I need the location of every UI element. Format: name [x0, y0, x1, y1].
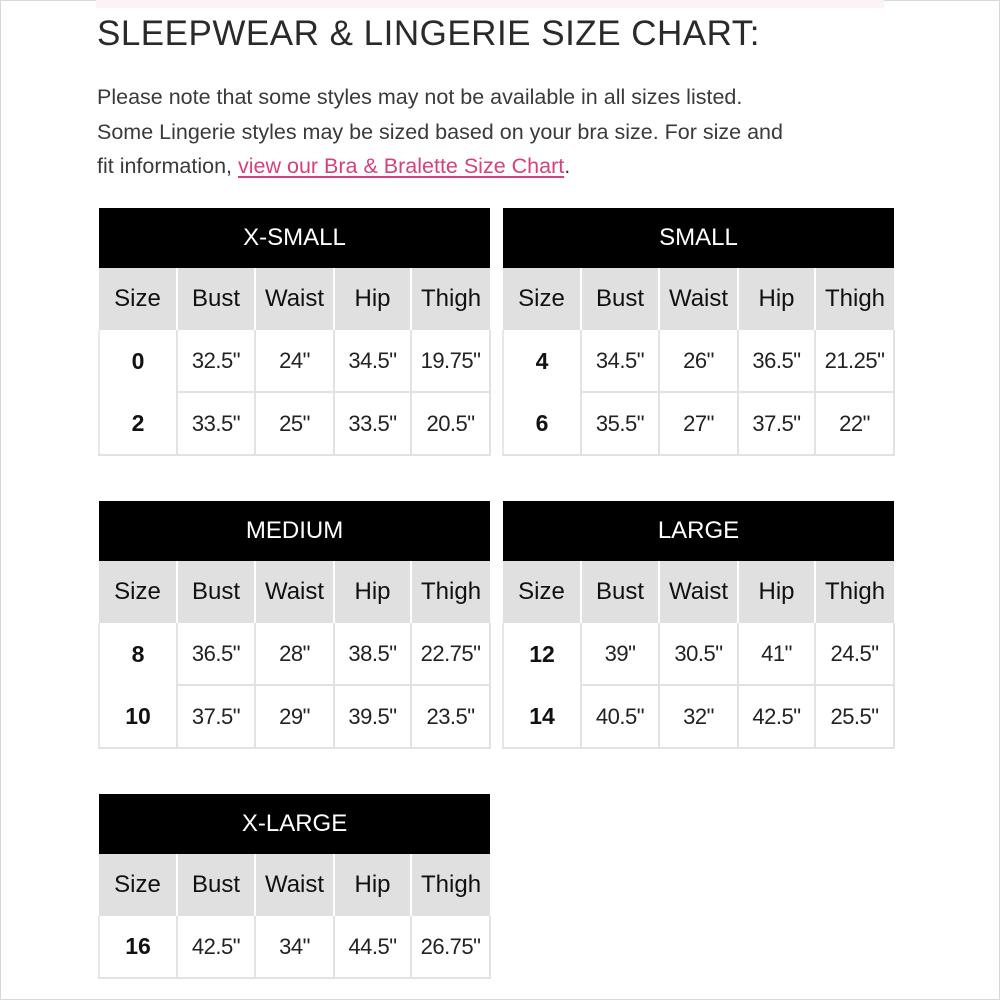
size-value: 8	[99, 623, 177, 685]
top-strip	[96, 0, 884, 8]
thigh-value: 19.75"	[411, 330, 490, 392]
col-header-waist: Waist	[659, 268, 738, 330]
size-table-small	[502, 208, 895, 456]
table-row	[99, 330, 490, 392]
col-header-thigh: Thigh	[411, 561, 490, 623]
thigh-value: 22"	[815, 392, 894, 455]
col-header-size: Size	[99, 268, 177, 330]
table-row	[99, 916, 490, 978]
table-row	[503, 685, 894, 748]
size-table-large	[502, 501, 895, 749]
note-line-2: Some Lingerie styles may be sized based on your bra size. For size and	[97, 119, 783, 144]
col-header-waist: Waist	[255, 854, 334, 916]
col-header-thigh: Thigh	[411, 268, 490, 330]
thigh-value: 25.5"	[815, 685, 894, 748]
waist-value: 29"	[255, 685, 334, 748]
col-header-size: Size	[503, 268, 581, 330]
size-value: 0	[99, 330, 177, 392]
page-title: SLEEPWEAR & LINGERIE SIZE CHART:	[97, 14, 761, 53]
col-header-size: Size	[99, 854, 177, 916]
group-header: X-LARGE	[99, 794, 490, 854]
col-header-thigh: Thigh	[411, 854, 490, 916]
size-value: 12	[503, 623, 581, 685]
col-header-bust: Bust	[581, 268, 659, 330]
size-value: 2	[99, 392, 177, 455]
col-header-bust: Bust	[177, 854, 255, 916]
thigh-value: 20.5"	[411, 392, 490, 455]
hip-value: 37.5"	[738, 392, 815, 455]
bust-value: 39"	[581, 623, 659, 685]
waist-value: 26"	[659, 330, 738, 392]
hip-value: 38.5"	[334, 623, 411, 685]
size-note	[97, 80, 897, 184]
bust-value: 34.5"	[581, 330, 659, 392]
col-header-bust: Bust	[177, 268, 255, 330]
col-header-size: Size	[503, 561, 581, 623]
group-header: SMALL	[503, 208, 894, 268]
hip-value: 44.5"	[334, 916, 411, 978]
note-line-3-prefix: fit information,	[97, 154, 238, 178]
bust-value: 35.5"	[581, 392, 659, 455]
bust-value: 42.5"	[177, 916, 255, 978]
bust-value: 33.5"	[177, 392, 255, 455]
bust-value: 40.5"	[581, 685, 659, 748]
table-row	[99, 623, 490, 685]
col-header-bust: Bust	[581, 561, 659, 623]
table-row	[503, 392, 894, 455]
bra-size-chart-link[interactable]: view our Bra & Bralette Size Chart	[238, 154, 565, 178]
size-value: 14	[503, 685, 581, 748]
col-header-hip: Hip	[334, 268, 411, 330]
col-header-bust: Bust	[177, 561, 255, 623]
waist-value: 27"	[659, 392, 738, 455]
thigh-value: 22.75"	[411, 623, 490, 685]
col-header-size: Size	[99, 561, 177, 623]
waist-value: 34"	[255, 916, 334, 978]
hip-value: 33.5"	[334, 392, 411, 455]
thigh-value: 26.75"	[411, 916, 490, 978]
col-header-hip: Hip	[738, 268, 815, 330]
table-row	[99, 685, 490, 748]
col-header-thigh: Thigh	[815, 561, 894, 623]
size-value: 4	[503, 330, 581, 392]
group-header: X-SMALL	[99, 208, 490, 268]
note-line-1: Please note that some styles may not be available in all sizes listed.	[97, 85, 743, 109]
waist-value: 25"	[255, 392, 334, 455]
col-header-hip: Hip	[334, 854, 411, 916]
size-table-x-small	[98, 208, 491, 456]
waist-value: 32"	[659, 685, 738, 748]
hip-value: 42.5"	[738, 685, 815, 748]
size-value: 10	[99, 685, 177, 748]
bust-value: 32.5"	[177, 330, 255, 392]
hip-value: 41"	[738, 623, 815, 685]
bust-value: 37.5"	[177, 685, 255, 748]
waist-value: 28"	[255, 623, 334, 685]
table-row	[503, 623, 894, 685]
hip-value: 36.5"	[738, 330, 815, 392]
table-row	[99, 392, 490, 455]
col-header-waist: Waist	[255, 561, 334, 623]
waist-value: 30.5"	[659, 623, 738, 685]
size-table-x-large	[98, 794, 491, 979]
group-header: LARGE	[503, 501, 894, 561]
size-table-medium	[98, 501, 491, 749]
hip-value: 34.5"	[334, 330, 411, 392]
col-header-thigh: Thigh	[815, 268, 894, 330]
table-row	[503, 330, 894, 392]
size-value: 16	[99, 916, 177, 978]
bust-value: 36.5"	[177, 623, 255, 685]
col-header-waist: Waist	[659, 561, 738, 623]
group-header: MEDIUM	[99, 501, 490, 561]
note-line-3-suffix: .	[564, 154, 571, 178]
col-header-waist: Waist	[255, 268, 334, 330]
size-value: 6	[503, 392, 581, 455]
hip-value: 39.5"	[334, 685, 411, 748]
waist-value: 24"	[255, 330, 334, 392]
thigh-value: 24.5"	[815, 623, 894, 685]
thigh-value: 21.25"	[815, 330, 894, 392]
col-header-hip: Hip	[738, 561, 815, 623]
col-header-hip: Hip	[334, 561, 411, 623]
thigh-value: 23.5"	[411, 685, 490, 748]
